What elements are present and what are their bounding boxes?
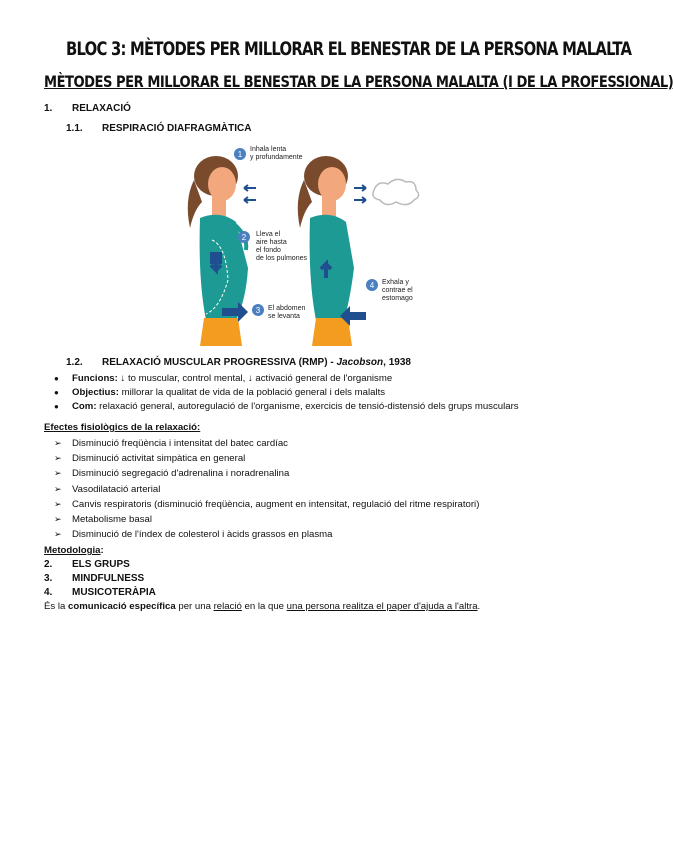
- section-title: MÈTODES PER MILLORAR EL BENESTAR DE LA PERSONA MALALTA (I DE LA PROFESSIONAL): [44, 72, 673, 91]
- heading-rmp: [66, 357, 411, 368]
- arrow-bullet-icon: ➢: [54, 483, 62, 494]
- breathing-illustration: [176, 140, 436, 346]
- effects-heading: Efectes fisiològics de la relaxació:: [44, 422, 201, 433]
- bullet-icon: ●: [54, 374, 59, 383]
- step-1-callout: [234, 146, 303, 161]
- person-inhale: [188, 156, 256, 346]
- heading-author: Jacobson: [336, 357, 384, 368]
- svg-text:de los pulmones: de los pulmones: [256, 255, 307, 262]
- svg-text:estomago: estomago: [382, 295, 413, 302]
- heading-grups: [44, 559, 130, 570]
- list-item: ● Com: relaxació general, autoregulació de l'organisme, exercicis de tensió-distensió dels grups musculars: [54, 401, 519, 412]
- svg-text:aire hasta: aire hasta: [256, 239, 287, 246]
- heading-label: RESPIRACIÓ DIAFRAGMÀTICA: [102, 123, 252, 134]
- svg-text:Lleva el: Lleva el: [256, 231, 281, 238]
- svg-text:y profundamente: y profundamente: [250, 154, 303, 161]
- methodology-heading: Metodologia:: [44, 545, 104, 556]
- svg-text:contrae el: contrae el: [382, 287, 413, 294]
- heading-label: ELS GRUPS: [72, 559, 130, 570]
- svg-text:2: 2: [241, 233, 247, 242]
- heading-label: RELAXACIÓ: [72, 103, 131, 114]
- heading-number: 2.: [44, 559, 53, 570]
- effects-list: [54, 436, 479, 542]
- list-item: ➢ Metabolisme basal: [54, 514, 152, 526]
- heading-musicoterapia: [44, 587, 156, 598]
- svg-text:Inhala lenta: Inhala lenta: [250, 146, 287, 153]
- arrow-bullet-icon: ➢: [54, 529, 62, 540]
- heading-label: MINDFULNESS: [72, 573, 145, 584]
- list-item: ➢ Disminució activitat simpàtica en general: [54, 453, 246, 465]
- svg-text:Exhala y: Exhala y: [382, 279, 409, 286]
- svg-text:4: 4: [369, 281, 375, 290]
- musicoterapia-definition: És la comunicació específica per una relació en la que una persona realitza el paper d'ajuda a l'altra.: [44, 601, 481, 612]
- heading-mindfulness: [44, 573, 144, 584]
- svg-text:3: 3: [255, 306, 261, 315]
- heading-respiracio: [66, 123, 251, 134]
- bullet-icon: ●: [54, 402, 59, 411]
- step-3-callout: [252, 304, 305, 320]
- arrow-bullet-icon: ➢: [54, 514, 62, 525]
- heading-label: RELAXACIÓ MUSCULAR PROGRESSIVA (RMP) -: [102, 357, 337, 368]
- heading-year: , 1938: [383, 357, 411, 368]
- svg-text:el fondo: el fondo: [256, 247, 281, 254]
- heading-number: 4.: [44, 587, 53, 598]
- heading-label: MUSICOTERÀPIA: [72, 587, 156, 598]
- heading-number: 1.2.: [66, 357, 83, 368]
- document-title: BLOC 3: MÈTODES PER MILLORAR EL BENESTAR DE LA PERSONA MALALTA: [66, 38, 632, 60]
- svg-text:1: 1: [237, 150, 243, 159]
- step-4-callout: [366, 279, 413, 302]
- heading-number: 3.: [44, 573, 53, 584]
- person-exhale: [298, 156, 419, 346]
- list-item: ● Objectius: millorar la qualitat de vida de la població general i dels malalts: [54, 387, 386, 398]
- list-item: ➢ Canvis respiratoris (disminució freqüència, augment en intensitat, regulació del ritme respiratori): [54, 498, 480, 510]
- heading-relaxacio: [44, 103, 131, 114]
- list-item: ➢ Disminució segregació d'adrenalina i noradrenalina: [54, 468, 290, 480]
- arrow-bullet-icon: ➢: [54, 468, 62, 479]
- list-item: ● Funcions: ↓ to muscular, control mental, ↓ activació general de l'organisme: [54, 373, 393, 384]
- step-2-callout: [238, 231, 307, 262]
- heading-number: 1.: [44, 103, 53, 114]
- bullet-icon: ●: [54, 388, 59, 397]
- list-item: ➢ Disminució freqüència i intensitat del batec cardíac: [54, 438, 288, 449]
- heading-number: 1.1.: [66, 123, 83, 134]
- list-item: ➢ Disminució de l'índex de colesterol i àcids grassos en plasma: [54, 529, 333, 541]
- arrow-bullet-icon: ➢: [54, 498, 62, 509]
- rmp-bullet-list: [54, 372, 519, 414]
- arrow-bullet-icon: ➢: [54, 453, 62, 464]
- arrow-bullet-icon: ➢: [54, 438, 62, 448]
- svg-text:se levanta: se levanta: [268, 313, 300, 320]
- svg-text:El abdomen: El abdomen: [268, 305, 306, 312]
- list-item: ➢ Vasodilatació arterial: [54, 483, 161, 495]
